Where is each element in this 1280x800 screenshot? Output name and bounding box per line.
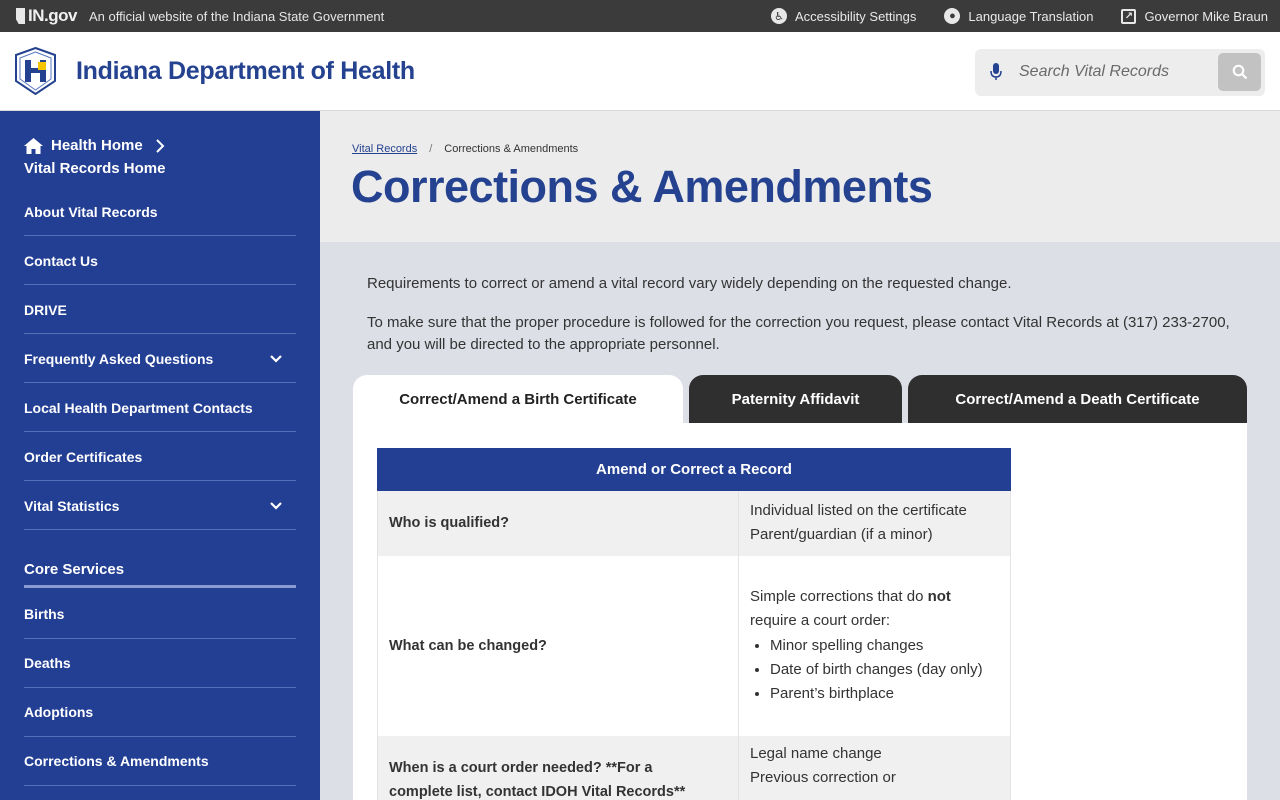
sidebar-item-label: About Vital Records (24, 203, 158, 220)
sidebar-item-label: Vital Statistics (24, 497, 120, 514)
sidebar-item-order-certificates[interactable] (24, 432, 296, 481)
tab-paternity-affidavit[interactable]: Paternity Affidavit (689, 375, 902, 423)
table-answer (739, 556, 1011, 736)
indiana-state-icon (16, 8, 25, 24)
sidebar-item-label: Deaths (24, 655, 71, 671)
sidebar-item-label: Births (24, 606, 65, 622)
accessibility-settings-label: Accessibility Settings (795, 8, 917, 24)
sidebar-item-label: Contact Us (24, 252, 98, 269)
sidebar-item-corrections[interactable] (24, 737, 296, 786)
breadcrumb-vital-records-link[interactable]: Vital Records (352, 143, 418, 155)
top-links (771, 0, 1268, 32)
sidebar-item-drive[interactable] (24, 285, 296, 334)
answer-intro (750, 585, 1000, 633)
sidebar-item-label: Corrections & Amendments (24, 753, 209, 769)
sidebar-item-faq[interactable] (24, 334, 296, 383)
language-translation-link[interactable] (944, 8, 1093, 24)
sidebar-item-local-health[interactable] (24, 383, 296, 432)
table-question: Who is qualified? (378, 491, 739, 556)
answer-bullet-list (770, 635, 1000, 705)
language-translation-label: Language Translation (968, 8, 1094, 24)
sidebar-menu (24, 187, 296, 530)
sidebar-item-deaths[interactable] (24, 639, 296, 688)
tab-death-certificate[interactable]: Correct/Amend a Death Certificate (908, 375, 1247, 423)
answer-emphasis: not (927, 587, 951, 605)
search-button[interactable] (1218, 53, 1261, 91)
intro-paragraph-2: To make sure that the proper procedure is followed for the correction you request, please contact Vital Records at (317) 233-2700, and you will be directed to the appropriate personnel. (367, 314, 1230, 353)
table-row (378, 556, 1011, 736)
table-question: What can be changed? (378, 556, 739, 736)
answer-line: Legal name change (750, 744, 882, 762)
table-row (378, 491, 1011, 556)
chevron-right-icon (155, 139, 165, 153)
sidebar-health-home-label: Health Home (51, 137, 143, 154)
chevron-down-icon[interactable] (268, 498, 284, 514)
official-website-text: An official website of the Indiana State Government (88, 8, 385, 24)
site-header (0, 32, 1280, 111)
table-row (378, 736, 1011, 800)
answer-text: require a court order: (750, 611, 891, 629)
sidebar-item-label: Frequently Asked Questions (24, 350, 214, 367)
sidebar-item-label: Order Certificates (24, 448, 143, 465)
list-item: • Date of birth changes (day only) (770, 659, 1000, 681)
sidebar-item-adoptions[interactable] (24, 688, 296, 737)
sidebar-item-births[interactable] (24, 590, 296, 639)
breadcrumb-separator: / (429, 143, 433, 155)
top-utility-bar (0, 0, 1280, 32)
answer-line: Individual listed on the certificate (750, 502, 967, 520)
idoh-logo-icon[interactable] (14, 47, 57, 95)
amend-correct-table (377, 448, 1011, 800)
core-services-menu (24, 590, 296, 786)
answer-line: Previous correction or (750, 768, 896, 786)
governor-link[interactable] (1121, 9, 1268, 24)
ingov-logo[interactable] (16, 6, 77, 26)
page-title: Corrections & Amendments (351, 161, 933, 212)
table-answer (739, 736, 1011, 800)
sidebar-vital-records-home-link[interactable]: Vital Records Home (24, 160, 166, 177)
search-box (975, 49, 1265, 96)
accessibility-icon: ♿ (771, 8, 787, 24)
chevron-down-icon[interactable] (268, 351, 284, 367)
table-answer (739, 491, 1011, 556)
site-title[interactable]: Indiana Department of Health (76, 57, 415, 85)
core-services-heading: Core Services (24, 561, 296, 588)
ingov-logo-text: IN.gov (28, 6, 77, 25)
globe-icon: ● (944, 8, 960, 24)
intro-paragraph-1: Requirements to correct or amend a vital record vary widely depending on the requested change. (367, 275, 1012, 292)
answer-text: Simple corrections that do (750, 587, 928, 605)
intro-text (367, 273, 1247, 373)
table-header: Amend or Correct a Record (378, 449, 1011, 491)
tab-birth-certificate[interactable]: Correct/Amend a Birth Certificate (353, 375, 683, 423)
sidebar-item-contact[interactable] (24, 236, 296, 285)
breadcrumb-current: Corrections & Amendments (444, 143, 579, 155)
sidebar-nav (0, 111, 320, 800)
answer-line: Parent/guardian (if a minor) (750, 526, 933, 544)
external-link-icon: ↗ (1121, 9, 1136, 24)
sidebar-item-label: DRIVE (24, 301, 67, 318)
sidebar-item-vital-statistics[interactable] (24, 481, 296, 530)
search-icon (1232, 64, 1248, 80)
page-header-area (320, 111, 1280, 242)
search-input[interactable] (1019, 61, 1187, 83)
sidebar-item-about[interactable] (24, 187, 296, 236)
accessibility-settings-link[interactable] (771, 8, 916, 24)
sidebar-health-home-link[interactable] (24, 137, 165, 154)
governor-link-label: Governor Mike Braun (1144, 8, 1268, 24)
table-header-row (378, 449, 1011, 491)
sidebar-item-label: Adoptions (24, 704, 94, 720)
microphone-icon[interactable] (990, 63, 1002, 81)
home-icon (24, 138, 43, 154)
breadcrumb (352, 143, 578, 155)
sidebar-item-label: Local Health Department Contacts (24, 399, 253, 416)
list-item: • Minor spelling changes (770, 635, 1000, 657)
table-question: When is a court order needed? **For a complete list, contact IDOH Vital Records** (378, 736, 739, 800)
list-item: • Parent’s birthplace (770, 683, 1000, 705)
